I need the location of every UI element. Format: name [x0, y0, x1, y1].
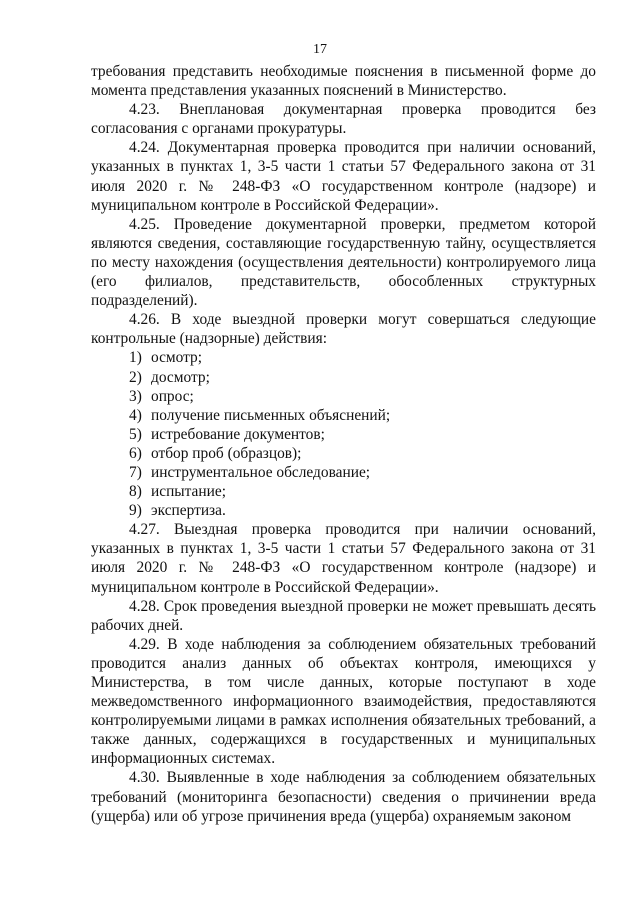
list-item	[91, 425, 596, 444]
paragraph-4-30: 4.30. Выявленные в ходе наблюдения за соблюдением обязательных требований (мониторинга безопасности) сведения о причинении вреда (ущерба) или об угрозе причинения вреда (ущерба) охраняемым законом	[91, 769, 596, 825]
list-item-text: опрос;	[151, 387, 194, 405]
list-item	[91, 463, 596, 482]
list-item-text: инструментальное обследование;	[151, 463, 371, 481]
list-item-number: 1)	[129, 349, 142, 367]
paragraph-continuation: требования представить необходимые пояснения в письменной форме до момента представления указанных пояснений в Министерство.	[91, 63, 596, 100]
list-item-number: 2)	[129, 368, 142, 386]
control-actions-list	[91, 348, 596, 520]
list-item-text: экспертиза.	[151, 502, 226, 520]
paragraph-4-27: 4.27. Выездная проверка проводится при наличии оснований, указанных в пунктах 1, 3-5 части 1 статьи 57 Федерального закона от 31 июля 2020 г. № 248-ФЗ «О государственном контроле (надзоре) и муниципальном контроле в Российской Федерации».	[91, 521, 596, 596]
list-item-number: 9)	[129, 502, 142, 520]
list-item	[91, 501, 596, 520]
list-item-number: 6)	[129, 444, 142, 462]
list-item-text: досмотр;	[151, 368, 210, 386]
paragraph-4-24: 4.24. Документарная проверка проводится при наличии оснований, указанных в пунктах 1, 3-5 части 1 статьи 57 Федерального закона от 31 июля 2020 г. № 248-ФЗ «О государственном контроле (надзоре) и муниципальном контроле в Российской Федерации».	[91, 139, 596, 214]
list-item-text: осмотр;	[151, 349, 203, 367]
list-item	[91, 444, 596, 463]
list-item-number: 8)	[129, 483, 142, 501]
list-item-text: отбор проб (образцов);	[151, 444, 302, 462]
list-item	[91, 406, 596, 425]
list-item-number: 3)	[129, 387, 142, 405]
list-item-number: 5)	[129, 425, 142, 443]
paragraph-4-25: 4.25. Проведение документарной проверки, предметом которой являются сведения, составляющие государственную тайну, осуществляется по месту нахождения (осуществления деятельности) контролируемого лица (его филиалов, представительств, обособленных структурных подразделений).	[91, 215, 596, 310]
list-item-number: 4)	[129, 406, 142, 424]
list-item-text: истребование документов;	[151, 425, 325, 443]
list-item-text: испытание;	[151, 483, 226, 501]
list-item	[91, 387, 596, 406]
paragraph-4-26: 4.26. В ходе выездной проверки могут совершаться следующие контрольные (надзорные) действия:	[91, 311, 596, 348]
document-body	[91, 62, 596, 826]
list-item	[91, 482, 596, 501]
paragraph-4-29: 4.29. В ходе наблюдения за соблюдением обязательных требований проводится анализ данных об объектах контроля, имеющихся у Министерства, в том числе данных, которые поступают в ходе межведомственного информационного взаимодействия, предоставляются контролируемыми лицами в рамках исполнения обязательных требований, а также данных, содержащихся в государственных и муниципальных информационных системах.	[91, 635, 596, 768]
paragraph-4-28: 4.28. Срок проведения выездной проверки не может превышать десять рабочих дней.	[91, 597, 596, 634]
paragraph-4-23: 4.23. Внеплановая документарная проверка проводится без согласования с органами прокуратуры.	[91, 101, 596, 138]
list-item	[91, 348, 596, 367]
page-number: 17	[313, 42, 327, 57]
list-item-text: получение письменных объяснений;	[151, 406, 391, 424]
list-item-number: 7)	[129, 463, 142, 481]
list-item	[91, 368, 596, 387]
